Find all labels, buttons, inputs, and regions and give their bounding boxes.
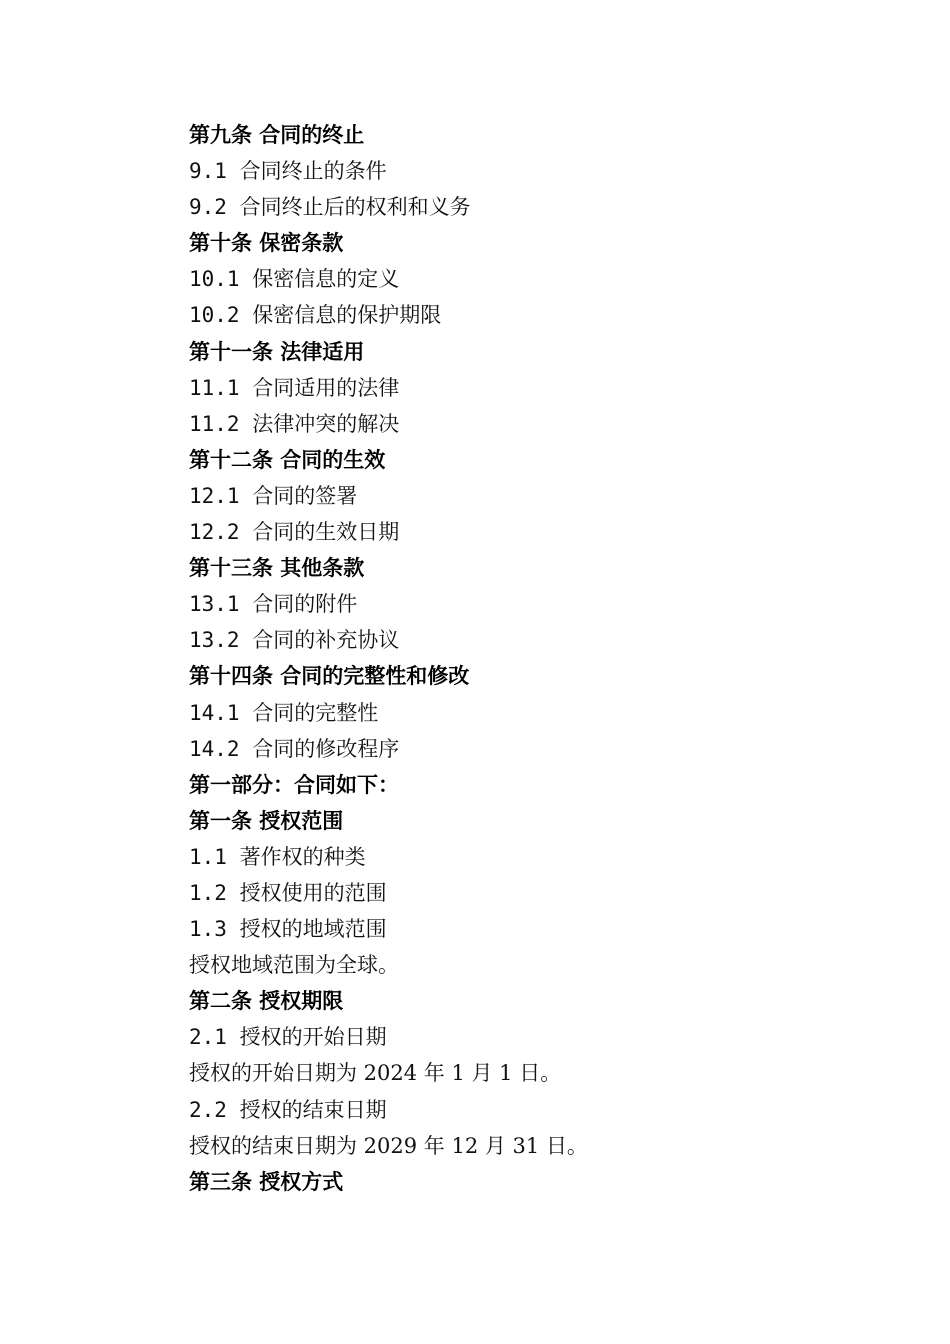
article-12-heading: 第十二条 合同的生效	[189, 447, 386, 472]
clause-2-1-text: 授权的开始日期为 2024 年 1 月 1 日。	[189, 1061, 562, 1086]
article-13-heading: 第十三条 其他条款	[189, 556, 365, 581]
clause-2-2: 2.2 授权的结束日期	[189, 1097, 387, 1122]
clause-1-3: 1.3 授权的地域范围	[189, 917, 387, 942]
article-9-heading: 第九条 合同的终止	[189, 123, 365, 147]
clause-13-1: 13.1 合同的附件	[189, 592, 358, 617]
article-10-heading: 第十条 保密条款	[189, 231, 344, 256]
clause-12-1: 12.1 合同的签署	[189, 483, 358, 508]
clause-10-2: 10.2 保密信息的保护期限	[189, 303, 442, 328]
clause-9-1: 9.1 合同终止的条件	[189, 159, 387, 184]
clause-13-2: 13.2 合同的补充协议	[189, 628, 400, 653]
document-body	[189, 117, 829, 1200]
clause-1-2: 1.2 授权使用的范围	[189, 880, 387, 905]
clause-1-1: 1.1 著作权的种类	[189, 844, 366, 869]
article-2-heading: 第二条 授权期限	[189, 989, 344, 1014]
clause-12-2: 12.2 合同的生效日期	[189, 520, 400, 545]
article-1-heading: 第一条 授权范围	[189, 808, 344, 833]
clause-11-2: 11.2 法律冲突的解决	[189, 411, 400, 436]
article-3-heading: 第三条 授权方式	[189, 1169, 344, 1194]
clause-11-1: 11.1 合同适用的法律	[189, 375, 400, 400]
clause-1-3-text: 授权地域范围为全球。	[189, 953, 399, 978]
article-14-heading: 第十四条 合同的完整性和修改	[189, 664, 470, 689]
clause-10-1: 10.1 保密信息的定义	[189, 267, 400, 292]
part-1-heading: 第一部分：合同如下：	[189, 772, 399, 797]
clause-9-2: 9.2 合同终止后的权利和义务	[189, 195, 471, 220]
clause-2-2-text: 授权的结束日期为 2029 年 12 月 31 日。	[189, 1133, 588, 1158]
clause-2-1: 2.1 授权的开始日期	[189, 1025, 387, 1050]
clause-14-1: 14.1 合同的完整性	[189, 700, 379, 725]
clause-14-2: 14.2 合同的修改程序	[189, 736, 400, 761]
article-11-heading: 第十一条 法律适用	[189, 339, 365, 364]
